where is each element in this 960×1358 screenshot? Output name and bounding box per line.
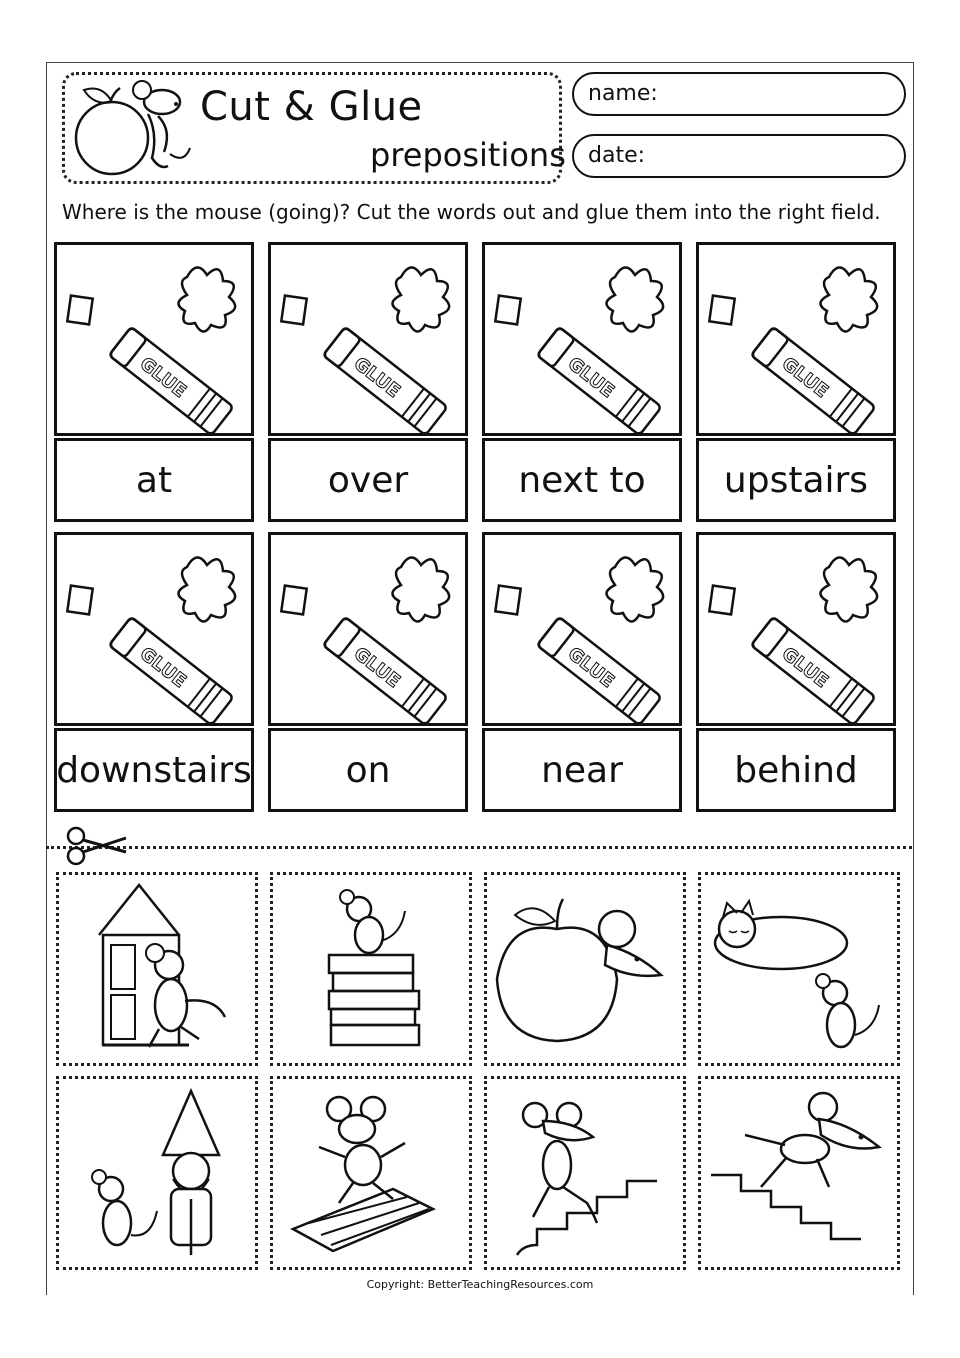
mouse-apple-logo-icon (70, 76, 200, 182)
glue-card-2 (268, 242, 468, 436)
word-card-1: at (54, 438, 254, 522)
copyright-text: Copyright: BetterTeachingResources.com (366, 1278, 594, 1291)
mouse-downstairs-icon (701, 1079, 897, 1267)
mouse-at-door-icon (59, 875, 255, 1063)
glue-card-4 (696, 242, 896, 436)
mouse-next-to-gnome-icon (59, 1079, 255, 1267)
mouse-on-books-icon (273, 875, 469, 1063)
word-card-7: near (482, 728, 682, 812)
name-field[interactable] (572, 72, 906, 116)
cutout-picture-3 (484, 872, 686, 1066)
cutout-picture-1 (56, 872, 258, 1066)
word-card-5: downstairs (54, 728, 254, 812)
word-card-8: behind (696, 728, 896, 812)
glue-stick-icon (271, 535, 465, 723)
cutout-picture-7 (484, 1076, 686, 1270)
word-card-3: next to (482, 438, 682, 522)
mouse-behind-apple-icon (487, 875, 683, 1063)
instructions-text: Where is the mouse (going)? Cut the words out and glue them into the right field. (62, 200, 881, 224)
date-label: date: (588, 143, 646, 168)
glue-card-6 (268, 532, 468, 726)
worksheet-subtitle: prepositions (370, 136, 566, 174)
glue-stick-icon (485, 245, 679, 433)
cutout-picture-8 (698, 1076, 900, 1270)
glue-card-8 (696, 532, 896, 726)
cutout-picture-6 (270, 1076, 472, 1270)
name-label: name: (588, 81, 658, 106)
mouse-near-cat-icon (701, 875, 897, 1063)
worksheet-title: Cut & Glue (200, 84, 423, 130)
glue-card-3 (482, 242, 682, 436)
cutout-picture-2 (270, 872, 472, 1066)
cutout-picture-5 (56, 1076, 258, 1270)
mouse-over-logs-icon (273, 1079, 469, 1267)
date-field[interactable] (572, 134, 906, 178)
glue-stick-icon (699, 535, 893, 723)
cutout-picture-4 (698, 872, 900, 1066)
glue-stick-icon (485, 535, 679, 723)
cut-line (46, 846, 912, 849)
word-card-4: upstairs (696, 438, 896, 522)
scissors-icon (64, 826, 130, 866)
glue-stick-icon (57, 535, 251, 723)
glue-stick-icon (699, 245, 893, 433)
glue-card-5 (54, 532, 254, 726)
glue-stick-icon (271, 245, 465, 433)
word-card-6: on (268, 728, 468, 812)
glue-stick-icon (57, 245, 251, 433)
glue-card-1 (54, 242, 254, 436)
glue-card-7 (482, 532, 682, 726)
mouse-upstairs-icon (487, 1079, 683, 1267)
word-card-2: over (268, 438, 468, 522)
